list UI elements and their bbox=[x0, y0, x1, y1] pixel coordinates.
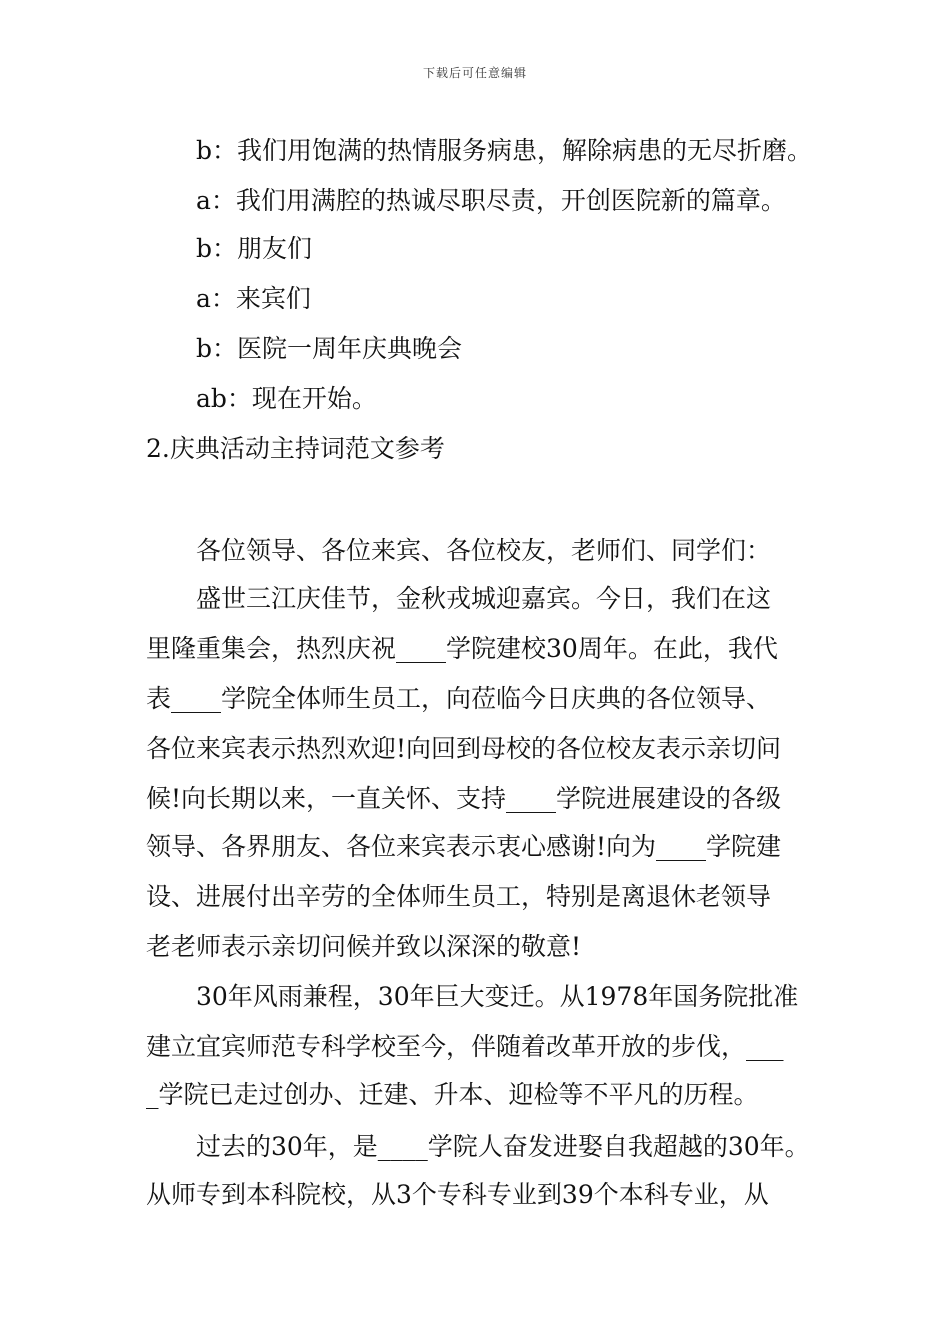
section-title: 2.庆典活动主持词范文参考 bbox=[146, 434, 445, 463]
dialogue-line: a：来宾们 bbox=[196, 284, 311, 313]
dialogue-line: b：我们用饱满的热情服务病患，解除病患的无尽折磨。 bbox=[196, 136, 813, 165]
page-header-note: 下载后可任意编辑 bbox=[422, 66, 527, 80]
body-line: 各位领导、各位来宾、各位校友，老师们、同学们： bbox=[196, 536, 772, 565]
dialogue-line: a：我们用满腔的热诚尽职尽责，开创医院新的篇章。 bbox=[196, 186, 786, 215]
body-line: 老老师表示亲切问候并致以深深的敬意! bbox=[146, 932, 582, 961]
body-line: _学院已走过创办、迁建、升本、迎检等不平凡的历程。 bbox=[146, 1080, 759, 1109]
dialogue-line: b：朋友们 bbox=[196, 234, 313, 263]
body-line: 领导、各界朋友、各位来宾表示衷心感谢!向为____学院建 bbox=[146, 832, 782, 861]
body-line: 过去的30年，是____学院人奋发进娶自我超越的30年。 bbox=[196, 1132, 810, 1161]
dialogue-line: ab：现在开始。 bbox=[196, 384, 377, 413]
body-line: 从师专到本科院校，从3个专科专业到39个本科专业，从 bbox=[146, 1180, 769, 1209]
body-line: 30年风雨兼程，30年巨大变迁。从1978年国务院批准 bbox=[196, 982, 799, 1011]
body-line: 设、进展付出辛劳的全体师生员工，特别是离退休老领导 bbox=[146, 882, 772, 911]
body-line: 盛世三江庆佳节，金秋戎城迎嘉宾。今日，我们在这 bbox=[196, 584, 772, 613]
body-line: 各位来宾表示热烈欢迎!向回到母校的各位校友表示亲切问 bbox=[146, 734, 782, 763]
body-line: 候!向长期以来，一直关怀、支持____学院进展建设的各级 bbox=[146, 784, 782, 813]
dialogue-line: b：医院一周年庆典晚会 bbox=[196, 334, 463, 363]
body-line: 表____学院全体师生员工，向莅临今日庆典的各位领导、 bbox=[146, 684, 772, 713]
body-line: 建立宜宾师范专科学校至今，伴随着改革开放的步伐，___ bbox=[146, 1032, 784, 1061]
body-line: 里隆重集会，热烈庆祝____学院建校30周年。在此，我代 bbox=[146, 634, 778, 663]
